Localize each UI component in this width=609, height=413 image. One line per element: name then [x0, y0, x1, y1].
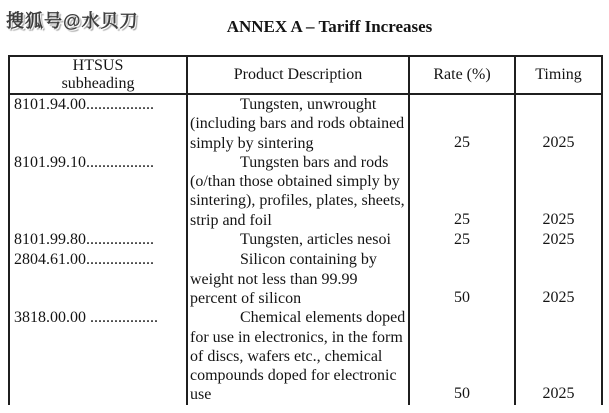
- table-row: [9, 308, 602, 404]
- column-header-htsus-subheading: [9, 56, 187, 94]
- htsus-subheading-cell: 3818.00.00 .................: [14, 309, 158, 327]
- column-header-htsus-line2: subheading: [61, 75, 135, 92]
- table-row: [9, 230, 602, 250]
- table-row: [9, 250, 602, 308]
- htsus-subheading-cell: 8101.94.00.................: [14, 96, 154, 113]
- table-row: [9, 153, 602, 230]
- htsus-subheading-cell: 2804.61.00.................: [14, 251, 154, 269]
- product-description-cell: Tungsten bars and rods (o/than those obtained simply by sintering), profiles, plates, sheets, strip and foil: [187, 153, 409, 230]
- product-description-cell: Tungsten, articles nesoi: [187, 230, 409, 250]
- table-row: [9, 94, 602, 153]
- rate-cell: 25: [409, 94, 515, 153]
- watermark-text: 搜狐号@水贝刀: [6, 11, 139, 31]
- product-description-cell: Tungsten, unwrought (including bars and rods obtained simply by sintering: [187, 94, 409, 153]
- rate-cell: 50: [409, 308, 515, 404]
- timing-cell: 2025: [515, 250, 602, 308]
- timing-cell: 2025: [515, 230, 602, 250]
- column-header-timing: Timing: [515, 56, 602, 94]
- htsus-subheading-cell: 8101.99.80.................: [14, 231, 154, 249]
- rate-cell: 25: [409, 153, 515, 230]
- product-description-cell: Chemical elements doped for use in electronics, in the form of discs, wafers etc., chemical compounds doped for electronic use: [187, 308, 409, 404]
- column-header-rate: Rate (%): [409, 56, 515, 94]
- tariff-increases-table: [8, 55, 603, 405]
- column-header-product-description: Product Description: [187, 56, 409, 94]
- page-title: ANNEX A – Tariff Increases: [226, 17, 433, 36]
- htsus-subheading-cell: 8101.99.10.................: [14, 153, 154, 171]
- product-description-cell: Silicon containing by weight not less than 99.99 percent of silicon: [187, 250, 409, 308]
- rate-cell: 50: [409, 250, 515, 308]
- timing-cell: 2025: [515, 153, 602, 230]
- table-header-row: [9, 56, 602, 94]
- timing-cell: 2025: [515, 308, 602, 404]
- timing-cell: 2025: [515, 94, 602, 153]
- column-header-htsus-line1: HTSUS: [72, 57, 124, 74]
- rate-cell: 25: [409, 230, 515, 250]
